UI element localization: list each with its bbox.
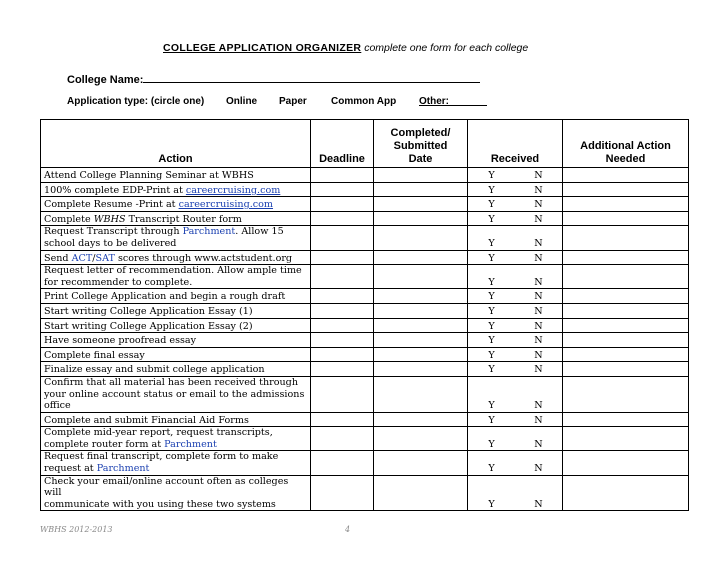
page-title: COLLEGE APPLICATION ORGANIZER: [163, 42, 362, 54]
col-header-additional: [563, 120, 689, 168]
action-text: request at: [44, 463, 97, 475]
received-no[interactable]: N: [534, 305, 543, 317]
action-text: Start writing College Application Essay (1): [44, 305, 253, 317]
col-header-deadline: Deadline: [311, 120, 374, 168]
received-yes[interactable]: Y: [488, 199, 495, 211]
completed-cell[interactable]: [374, 427, 468, 451]
completed-line3: Date: [408, 153, 433, 165]
received-cell: [468, 182, 563, 197]
completed-cell[interactable]: [374, 362, 468, 377]
action-text: Complete Resume -Print at: [44, 199, 179, 211]
received-cell: [468, 197, 563, 212]
table-row: [41, 303, 689, 318]
additional-action-cell[interactable]: [563, 182, 689, 197]
completed-line2: Submitted: [393, 140, 448, 152]
table-row: [41, 347, 689, 362]
footer-left: WBHS 2012-2013: [40, 525, 113, 534]
received-cell: [468, 168, 563, 183]
received-cell: [468, 318, 563, 333]
action-cell: [41, 265, 311, 289]
deadline-cell[interactable]: [311, 211, 374, 226]
action-cell: [41, 427, 311, 451]
completed-cell[interactable]: [374, 265, 468, 289]
action-text: Send: [44, 252, 72, 264]
action-link[interactable]: careercruising.com: [185, 184, 281, 196]
table-row: [41, 451, 689, 475]
table-row: [41, 182, 689, 197]
col-header-completed: [374, 120, 468, 168]
action-cell: [41, 226, 311, 250]
title-line: [163, 42, 528, 54]
received-cell: [468, 226, 563, 250]
action-text: Start writing College Application Essay (2): [44, 320, 253, 332]
action-cell: [41, 211, 311, 226]
additional-action-cell[interactable]: [563, 347, 689, 362]
received-no[interactable]: N: [534, 291, 543, 303]
deadline-cell[interactable]: [311, 347, 374, 362]
received-cell: [468, 451, 563, 475]
table-row: [41, 168, 689, 183]
received-cell: [468, 303, 563, 318]
table-row: [41, 362, 689, 377]
received-cell: [468, 265, 563, 289]
action-text: WBHS: [93, 213, 126, 225]
received-no[interactable]: N: [534, 414, 543, 426]
action-cell: [41, 362, 311, 377]
table-row: [41, 376, 689, 412]
completed-cell[interactable]: [374, 318, 468, 333]
received-cell: [468, 475, 563, 511]
received-cell: [468, 211, 563, 226]
deadline-cell[interactable]: [311, 168, 374, 183]
action-text: complete router form at: [44, 438, 165, 450]
received-yes[interactable]: Y: [488, 276, 495, 288]
action-cell: [41, 412, 311, 427]
deadline-cell[interactable]: [311, 265, 374, 289]
received-no[interactable]: N: [534, 335, 543, 347]
additional-action-cell[interactable]: [563, 211, 689, 226]
page-number: 4: [345, 525, 351, 534]
additional-action-cell[interactable]: [563, 362, 689, 377]
action-text: 100% complete EDP-Print at: [44, 184, 186, 196]
action-text: /: [92, 252, 96, 264]
option-paper[interactable]: Paper: [279, 96, 307, 107]
action-cell: [41, 451, 311, 475]
completed-cell[interactable]: [374, 451, 468, 475]
received-no[interactable]: N: [534, 364, 543, 376]
action-cell: [41, 197, 311, 212]
action-text: Complete final essay: [44, 349, 145, 361]
option-other-label: Other:: [419, 96, 449, 107]
page-subtitle: complete one form for each college: [361, 42, 529, 54]
additional-line2: Needed: [605, 153, 646, 165]
received-no[interactable]: N: [534, 213, 543, 225]
action-cell: [41, 303, 311, 318]
additional-action-cell[interactable]: [563, 289, 689, 304]
completed-cell[interactable]: [374, 211, 468, 226]
action-text: Transcript Router form: [125, 213, 242, 225]
table-row: [41, 333, 689, 348]
action-highlight: Parchment: [96, 463, 150, 475]
action-text: for recommender to complete.: [44, 276, 193, 288]
received-cell: [468, 333, 563, 348]
additional-action-cell[interactable]: [563, 451, 689, 475]
action-text: Request final transcript, complete form to make: [44, 451, 279, 463]
action-text: Finalize essay and submit college application: [44, 364, 265, 376]
deadline-cell[interactable]: [311, 182, 374, 197]
additional-action-cell[interactable]: [563, 412, 689, 427]
received-yes[interactable]: Y: [488, 349, 495, 361]
additional-action-cell[interactable]: [563, 265, 689, 289]
received-yes[interactable]: Y: [488, 463, 495, 475]
received-yes[interactable]: Y: [488, 498, 495, 510]
action-text: Request letter of recommendation. Allow ample time: [44, 265, 302, 277]
additional-action-cell[interactable]: [563, 318, 689, 333]
organizer-table: [40, 119, 689, 511]
additional-action-cell[interactable]: [563, 427, 689, 451]
action-text: Complete and submit Financial Aid Forms: [44, 414, 249, 426]
action-cell: [41, 318, 311, 333]
table-row: [41, 475, 689, 511]
received-cell: [468, 427, 563, 451]
received-yes[interactable]: Y: [488, 170, 495, 181]
completed-cell[interactable]: [374, 197, 468, 212]
completed-cell[interactable]: [374, 303, 468, 318]
table-row: [41, 226, 689, 250]
option-common-app[interactable]: Common App: [331, 96, 397, 107]
completed-cell[interactable]: [374, 182, 468, 197]
table-row: [41, 265, 689, 289]
completed-cell[interactable]: [374, 289, 468, 304]
received-no[interactable]: N: [534, 237, 543, 249]
received-cell: [468, 362, 563, 377]
application-type-label: Application type: (circle one): [67, 96, 205, 107]
received-no[interactable]: N: [534, 498, 543, 510]
action-cell: [41, 168, 311, 183]
deadline-cell[interactable]: [311, 303, 374, 318]
table-row: [41, 289, 689, 304]
received-no[interactable]: N: [534, 276, 543, 288]
action-cell: [41, 250, 311, 265]
received-no[interactable]: N: [534, 199, 543, 211]
table-row: [41, 318, 689, 333]
table-row: [41, 412, 689, 427]
additional-action-cell[interactable]: [563, 250, 689, 265]
additional-action-cell[interactable]: [563, 475, 689, 511]
table-row: [41, 197, 689, 212]
received-yes[interactable]: Y: [488, 414, 495, 426]
additional-action-cell[interactable]: [563, 197, 689, 212]
received-yes[interactable]: Y: [488, 252, 495, 264]
received-yes[interactable]: Y: [488, 364, 495, 376]
option-online[interactable]: Online: [226, 96, 258, 107]
completed-line1: Completed/: [390, 127, 451, 139]
deadline-cell[interactable]: [311, 376, 374, 412]
received-no[interactable]: N: [534, 463, 543, 475]
received-no[interactable]: N: [534, 184, 543, 196]
table-row: [41, 427, 689, 451]
other-field[interactable]: [419, 96, 487, 106]
action-highlight: ACT: [71, 252, 93, 264]
additional-action-cell[interactable]: [563, 303, 689, 318]
action-highlight: Parchment: [182, 226, 236, 238]
additional-action-cell[interactable]: [563, 226, 689, 250]
action-highlight: SAT: [95, 252, 115, 264]
deadline-cell[interactable]: [311, 475, 374, 511]
completed-cell[interactable]: [374, 347, 468, 362]
additional-action-cell[interactable]: [563, 376, 689, 412]
completed-cell[interactable]: [374, 376, 468, 412]
received-no[interactable]: N: [534, 400, 543, 412]
deadline-cell[interactable]: [311, 226, 374, 250]
received-yes[interactable]: Y: [488, 305, 495, 317]
received-yes[interactable]: Y: [488, 291, 495, 303]
received-no[interactable]: N: [534, 349, 543, 361]
action-text: office: [44, 400, 71, 412]
action-text: Attend College Planning Seminar at WBHS: [44, 170, 254, 181]
table-header-row: [41, 120, 689, 168]
action-text: your online account status or email to the admissions: [44, 388, 305, 400]
completed-cell[interactable]: [374, 226, 468, 250]
received-cell: [468, 289, 563, 304]
action-cell: [41, 475, 311, 511]
table-row: [41, 250, 689, 265]
completed-cell[interactable]: [374, 250, 468, 265]
action-text: Complete mid-year report, request transcripts,: [44, 427, 273, 439]
action-cell: [41, 289, 311, 304]
col-header-action: Action: [41, 120, 311, 168]
completed-cell[interactable]: [374, 475, 468, 511]
col-header-received: [468, 120, 563, 168]
received-yes[interactable]: Y: [488, 438, 495, 450]
received-cell: [468, 412, 563, 427]
action-link[interactable]: careercruising.com: [178, 199, 274, 211]
action-text: . Allow 15: [235, 226, 284, 238]
received-yes[interactable]: Y: [488, 184, 495, 196]
action-text: Have someone proofread essay: [44, 335, 197, 347]
action-text: communicate with you using these two systems: [44, 498, 276, 510]
deadline-cell[interactable]: [311, 412, 374, 427]
received-no[interactable]: N: [534, 320, 543, 332]
action-text: Check your email/online account often as colleges will: [44, 475, 289, 499]
action-cell: [41, 347, 311, 362]
received-yes[interactable]: Y: [488, 213, 495, 225]
action-text: school days to be delivered: [44, 237, 177, 249]
completed-cell[interactable]: [374, 333, 468, 348]
college-name-field[interactable]: [143, 72, 480, 83]
deadline-cell[interactable]: [311, 333, 374, 348]
action-cell: [41, 333, 311, 348]
action-text: Complete: [44, 213, 94, 225]
deadline-cell[interactable]: [311, 197, 374, 212]
college-name-label: College Name:: [67, 74, 144, 86]
received-yes[interactable]: Y: [488, 335, 495, 347]
deadline-cell[interactable]: [311, 451, 374, 475]
completed-cell[interactable]: [374, 412, 468, 427]
received-label: Received: [490, 153, 540, 165]
action-cell: [41, 376, 311, 412]
received-no[interactable]: N: [534, 252, 543, 264]
action-cell: [41, 182, 311, 197]
deadline-cell[interactable]: [311, 250, 374, 265]
received-no[interactable]: N: [534, 438, 543, 450]
deadline-cell[interactable]: [311, 427, 374, 451]
action-text: scores through www.actstudent.org: [114, 252, 293, 264]
received-yes[interactable]: Y: [488, 237, 495, 249]
deadline-cell[interactable]: [311, 362, 374, 377]
deadline-cell[interactable]: [311, 289, 374, 304]
received-yes[interactable]: Y: [488, 320, 495, 332]
action-highlight: Parchment: [164, 438, 217, 450]
additional-action-cell[interactable]: [563, 333, 689, 348]
received-no[interactable]: N: [534, 170, 543, 181]
additional-action-cell[interactable]: [563, 168, 689, 183]
table-row: [41, 211, 689, 226]
completed-cell[interactable]: [374, 168, 468, 183]
received-cell: [468, 250, 563, 265]
received-cell: [468, 376, 563, 412]
received-yes[interactable]: Y: [488, 400, 495, 412]
deadline-cell[interactable]: [311, 318, 374, 333]
college-name-line: [67, 72, 480, 86]
action-text: Confirm that all material has been received through: [44, 376, 298, 388]
action-text: Request Transcript through: [44, 226, 183, 238]
additional-line1: Additional Action: [580, 140, 671, 152]
received-cell: [468, 347, 563, 362]
action-text: Print College Application and begin a rough draft: [44, 291, 286, 303]
